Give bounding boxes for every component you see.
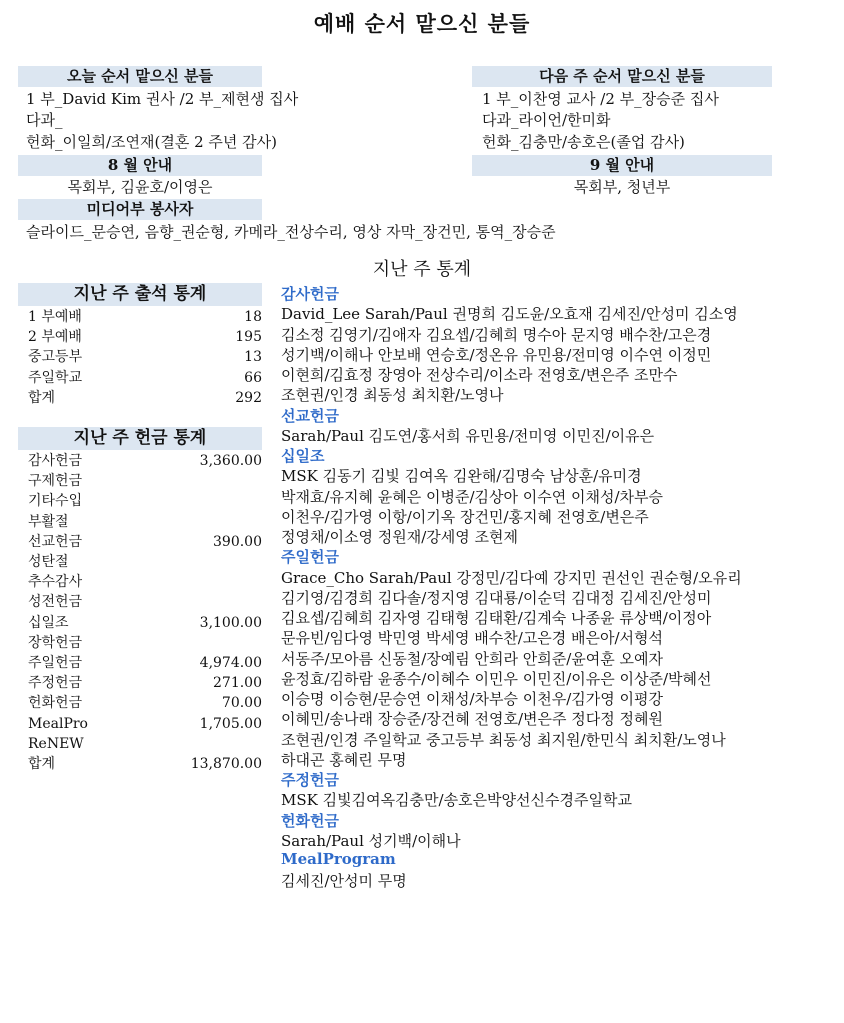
- offering-label: ReNEW: [28, 735, 84, 752]
- today-line-1: 1 부_David Kim 권사 /2 부_제현생 집사: [26, 90, 299, 108]
- today-header: 오늘 순서 맡으신 분들: [18, 66, 262, 87]
- offering-value: 271.00: [213, 675, 262, 692]
- attendance-label: 주일학교: [28, 369, 83, 386]
- attendance-value: 13: [244, 349, 262, 366]
- donor-names-line: 문유빈/임다영 박민영 박세영 배수찬/고은경 배은아/서형석: [281, 629, 663, 648]
- donor-names-line: MSK 김빛김여옥김충만/송호은박양선신수경주일학교: [281, 791, 632, 810]
- donor-names-line: Grace_Cho Sarah/Paul 강정민/김다예 강지민 권선인 권순형/오유리: [281, 568, 742, 587]
- donor-names-line: 하대곤 홍혜린 무명: [281, 750, 407, 769]
- offering-label: 십일조: [28, 614, 69, 631]
- today-line-2: 다과_: [26, 111, 63, 129]
- offering-label: 성전헌금: [28, 594, 83, 611]
- donor-names-line: 이승명 이승현/문승연 이채성/차부승 이천우/김가영 이평강: [281, 690, 663, 708]
- offering-row: [28, 613, 262, 633]
- attendance-row: [28, 368, 262, 388]
- media-header: 미디어부 봉사자: [18, 199, 262, 220]
- donor-names-line: David_Lee Sarah/Paul 권명희 김도윤/오효재 김세진/안성미 김소영: [281, 305, 738, 324]
- attendance-row: [28, 307, 262, 327]
- attendance-value: 195: [235, 329, 262, 346]
- donor-category-heading: 헌화헌금: [281, 811, 339, 830]
- offering-row: [28, 673, 262, 693]
- donor-names-line: 김소정 김영기/김애자 김요셉/김혜희 명수아 문지영 배수찬/고은경: [281, 325, 712, 344]
- offering-row: [28, 552, 262, 572]
- offering-row: [28, 572, 262, 592]
- donor-names-line: Sarah/Paul 성기백/이해나: [281, 831, 461, 850]
- donor-names-line: Sarah/Paul 김도연/홍서희 유민용/전미영 이민진/이유은: [281, 426, 655, 445]
- offering-value: 3,360.00: [199, 453, 262, 469]
- donor-names-line: 이혜민/송나래 장승준/장건혜 전영호/변은주 정다정 정혜원: [281, 710, 663, 729]
- offering-row: [28, 471, 262, 491]
- media-text: 슬라이드_문승연, 음향_권순형, 카메라_전상수리, 영상 자막_장건민, 통역_장승준: [26, 223, 556, 241]
- attendance-row: [28, 347, 262, 367]
- attendance-header: 지난 주 출석 통계: [18, 283, 262, 306]
- donor-names-line: 조현권/인경 최동성 최치환/노영나: [281, 386, 504, 405]
- donor-names-line: 조현권/인경 주일학교 중고등부 최동성 최지원/한민식 최치환/노영나: [281, 730, 726, 749]
- offering-value: 1,705.00: [199, 715, 262, 732]
- offering-row: [28, 592, 262, 612]
- offering-header: 지난 주 헌금 통계: [18, 427, 262, 450]
- donor-names-line: 박재효/유지혜 윤혜은 이병준/김상아 이수연 이채성/차부승: [281, 487, 663, 506]
- next-week-line-2: 다과_라이언/한미화: [482, 111, 611, 129]
- offering-value: 390.00: [213, 533, 262, 550]
- donor-names-line: 성기백/이해나 안보배 연승호/정온유 유민용/전미영 이수연 이정민: [281, 345, 712, 364]
- offering-value: 3,100.00: [199, 614, 262, 631]
- offering-label: 선교헌금: [28, 533, 83, 550]
- offering-row: [28, 491, 262, 511]
- september-header: 9 월 안내: [472, 155, 772, 176]
- attendance-row: [28, 388, 262, 408]
- attendance-label: 2 부예배: [28, 329, 82, 346]
- offering-row: [28, 714, 262, 734]
- offering-label: 성탄절: [28, 554, 69, 570]
- donor-category-heading: MealProgram: [281, 850, 396, 868]
- attendance-value: 66: [244, 369, 262, 386]
- offering-label: 감사헌금: [28, 453, 83, 469]
- offering-value: 13,870.00: [190, 756, 262, 772]
- august-header: 8 월 안내: [18, 155, 262, 176]
- offering-value: 70.00: [221, 695, 262, 712]
- attendance-label: 중고등부: [28, 349, 83, 366]
- next-week-line-3: 헌화_김충만/송호은(졸업 감사): [482, 133, 685, 151]
- offering-row: [28, 633, 262, 653]
- donor-category-heading: 선교헌금: [281, 406, 339, 425]
- donor-names-line: 윤정효/김하람 윤종수/이혜수 이민우 이민진/이유은 이상준/박혜선: [281, 669, 712, 688]
- donor-names-line: 김기영/김경희 김다솔/정지영 김대룡/이순덕 김대정 김세진/안성미: [281, 588, 712, 607]
- attendance-label: 1 부예배: [28, 309, 82, 325]
- page-title: 예배 순서 맡으신 분들: [313, 11, 531, 36]
- offering-label: MealPro: [28, 715, 88, 732]
- donor-names-line: 이천우/김가영 이항/이기옥 장건민/홍지혜 전영호/변은주: [281, 507, 649, 526]
- donor-category-heading: 주정헌금: [281, 771, 339, 789]
- september-text: 목회부, 청년부: [573, 178, 671, 196]
- attendance-label: 합계: [28, 389, 56, 406]
- donor-names-line: 김요셉/김혜희 김자영 김태형 김태환/김계숙 나종윤 류상백/이정아: [281, 609, 712, 627]
- offering-label: 부활절: [28, 513, 69, 530]
- attendance-value: 292: [235, 389, 262, 406]
- offering-row: [28, 532, 262, 552]
- donor-category-heading: 주일헌금: [281, 548, 339, 567]
- stats-title: 지난 주 통계: [372, 259, 472, 280]
- donor-names-line: 정영채/이소영 정원재/강세영 조현제: [281, 528, 518, 546]
- offering-row: [28, 693, 262, 713]
- donor-names-line: MSK 김동기 김빛 김여옥 김완해/김명숙 남상훈/유미경: [281, 467, 642, 486]
- offering-value: 4,974.00: [199, 655, 262, 671]
- donor-names-line: 서동주/모아름 신동철/장예림 안희라 안희준/윤여훈 오예자: [281, 649, 663, 668]
- next-week-line-1: 1 부_이찬영 교사 /2 부_장승준 집사: [482, 90, 719, 108]
- august-text: 목회부, 김윤호/이영은: [67, 178, 213, 196]
- offering-row: [28, 653, 262, 673]
- attendance-row: [28, 327, 262, 347]
- donor-category-heading: 감사헌금: [281, 285, 339, 303]
- offering-label: 구제헌금: [28, 473, 83, 490]
- offering-label: 합계: [28, 756, 56, 772]
- offering-row: [28, 754, 262, 774]
- offering-label: 추수감사: [28, 574, 83, 591]
- today-line-3: 헌화_이일희/조연재(결혼 2 주년 감사): [26, 133, 277, 151]
- donor-names-line: 이현희/김효정 장영아 전상수리/이소라 전영호/변은주 조만수: [281, 366, 678, 384]
- offering-label: 기타수입: [28, 493, 83, 510]
- offering-label: 헌화헌금: [28, 695, 83, 712]
- offering-label: 주정헌금: [28, 675, 83, 692]
- offering-label: 장학헌금: [28, 634, 83, 651]
- donor-names-line: 김세진/안성미 무명: [281, 872, 407, 891]
- next-week-header: 다음 주 순서 맡으신 분들: [472, 66, 772, 87]
- offering-row: [28, 512, 262, 532]
- attendance-value: 18: [244, 309, 262, 325]
- offering-row: [28, 734, 262, 754]
- donor-category-heading: 십일조: [281, 447, 325, 465]
- offering-label: 주일헌금: [28, 655, 83, 671]
- offering-row: [28, 451, 262, 471]
